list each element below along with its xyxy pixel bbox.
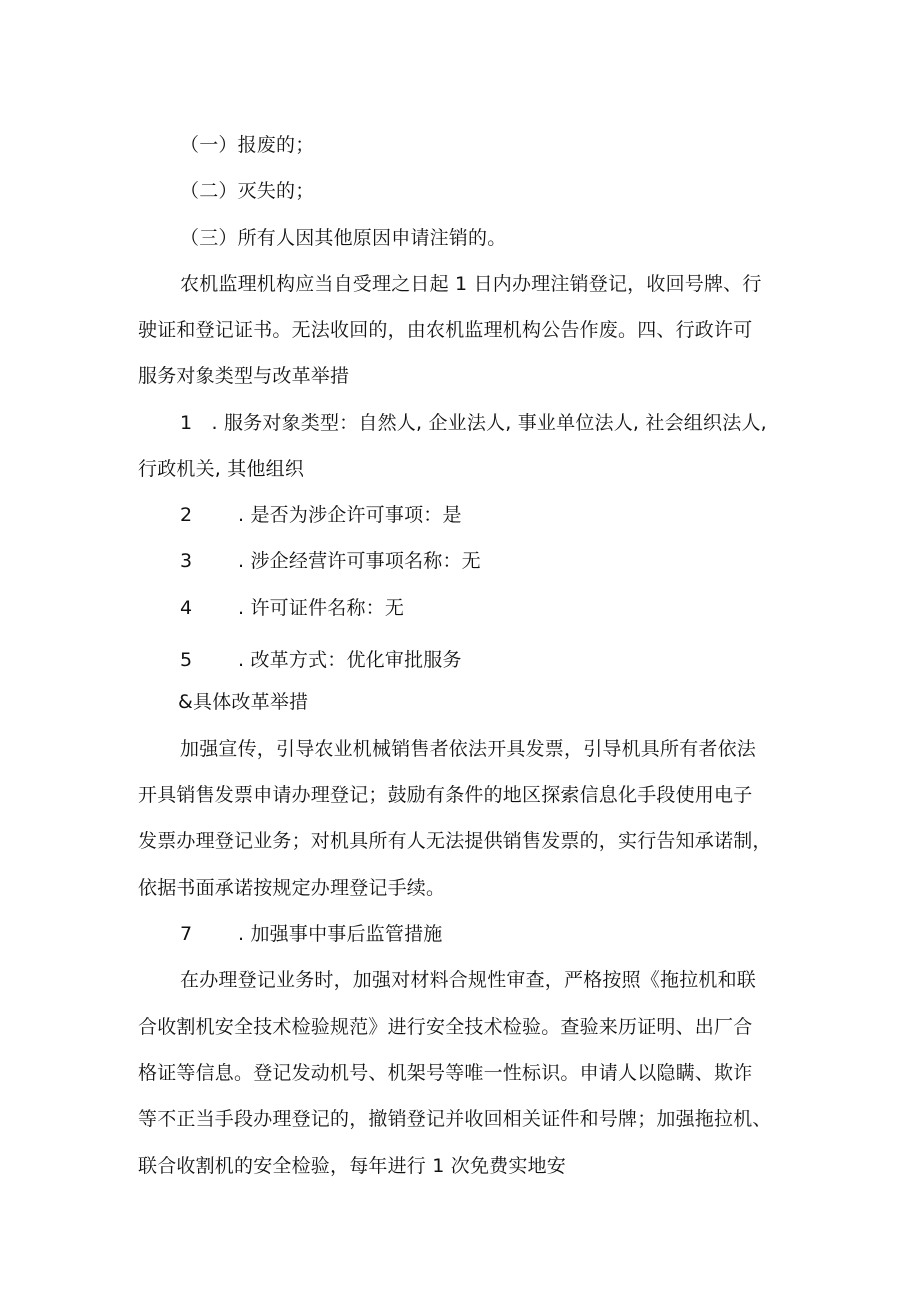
paragraph-line: 服务对象类型与改革举措: [138, 365, 350, 387]
item-number: 3: [180, 550, 193, 572]
paragraph-line: 发票办理登记业务；对机具所有人无法提供销售发票的，实行告知承诺制，: [138, 830, 772, 852]
list-item-other-reason: （三）所有人因其他原因申请注销的。: [180, 227, 507, 249]
paragraph-line: 格证等信息。登记发动机号、机架号等唯一性标识。申请人以隐瞒、欺诈: [138, 1062, 753, 1084]
item-reform-method: [180, 648, 462, 672]
paragraph-line: 驶证和登记证书。无法收回的，由农机监理机构公告作废。四、行政许可: [138, 319, 753, 341]
item-number: 4: [180, 597, 193, 619]
item-reform-measures-heading: &具体改革举措: [178, 691, 309, 713]
paragraph-line: 加强宣传，引导农业机械销售者依法开具发票，引导机具所有者依法: [180, 738, 757, 760]
item-number: 2: [180, 504, 193, 526]
item-supervision-heading: [180, 922, 442, 946]
item-service-type-cont: 行政机关, 其他组织: [138, 458, 305, 480]
paragraph-line: 在办理登记业务时，加强对材料合规性审查，严格按照《拖拉机和联: [180, 969, 757, 991]
item-number: 7: [180, 923, 193, 945]
item-service-type: 1 . 服务对象类型：自然人, 企业法人, 事业单位法人, 社会组织法人,: [180, 412, 767, 434]
list-item-lost: （二）灭失的；: [180, 180, 315, 202]
item-certificate-name: [180, 596, 404, 620]
item-text: . 是否为涉企许可事项：是: [238, 504, 462, 526]
item-enterprise-related: [180, 503, 462, 527]
list-item-scrapped: （一）报废的；: [180, 134, 315, 156]
paragraph-line: 开具销售发票申请办理登记；鼓励有条件的地区探索信息化手段使用电子: [138, 784, 753, 806]
item-license-name: [180, 549, 481, 573]
item-text: . 许可证件名称：无: [238, 597, 405, 619]
paragraph-line: 联合收割机的安全检验，每年进行 1 次免费实地安: [138, 1155, 566, 1177]
paragraph-line: 合收割机安全技术检验规范》进行安全技术检验。查验来历证明、出厂合: [138, 1016, 753, 1038]
paragraph-line: 农机监理机构应当自受理之日起 1 日内办理注销登记，收回号牌、行: [180, 273, 762, 295]
item-text: . 改革方式：优化审批服务: [238, 649, 462, 671]
item-number: 5: [180, 649, 193, 671]
paragraph-line: 等不正当手段办理登记的，撤销登记并收回相关证件和号牌；加强拖拉机、: [138, 1108, 772, 1130]
item-text: . 加强事中事后监管措施: [238, 923, 443, 945]
item-text: . 涉企经营许可事项名称：无: [238, 550, 481, 572]
paragraph-line: 依据书面承诺按规定办理登记手续。: [138, 877, 446, 899]
